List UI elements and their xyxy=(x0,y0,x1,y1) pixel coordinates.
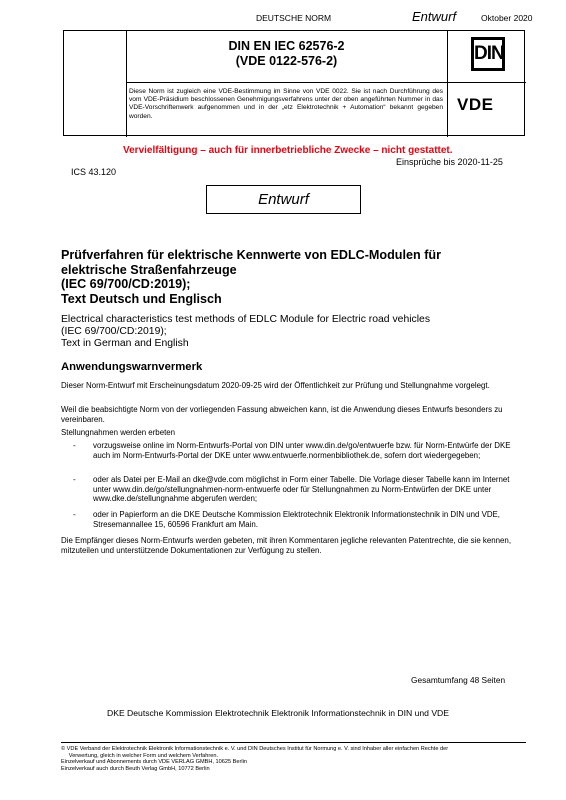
warning-paragraph: Dieser Norm-Entwurf mit Erscheinungsdatum 2020-09-25 wird der Öffentlichkeit zur Prüfung und Stellungnahme vorgelegt. xyxy=(61,381,490,390)
objection-deadline: Einsprüche bis 2020-11-25 xyxy=(396,157,503,167)
list-item-text: oder in Papierform an die DKE Deutsche Kommission Elektrotechnik Elektronik Informationstechnik in DIN und VDE, Stresemannallee 15, 60596 Frankfurt am Main. xyxy=(93,510,500,529)
vde-logo-icon: VDE xyxy=(457,95,494,114)
title-english-line: (IEC 69/700/CD:2019); xyxy=(61,325,167,337)
title-english-line: Electrical characteristics test methods of EDLC Module for Electric road vehicles xyxy=(61,314,431,325)
copyright-line: Einzelverkauf auch durch Beuth Verlag GmbH, 10772 Berlin xyxy=(61,766,210,773)
title-german-line: Text Deutsch und Englisch xyxy=(61,291,222,306)
reproduction-notice: Vervielfältigung – auch für innerbetriebliche Zwecke – nicht gestattet. xyxy=(123,145,453,156)
header-box-divider-right xyxy=(447,31,448,137)
norm-type-label: DEUTSCHE NORM xyxy=(256,13,332,23)
bullet-dash: - xyxy=(73,475,76,484)
vde-classification-number: (VDE 0122-576-2) xyxy=(235,54,338,68)
publication-date: Oktober 2020 xyxy=(481,13,533,23)
total-pages: Gesamtumfang 48 Seiten xyxy=(411,675,506,685)
standard-number: DIN EN IEC 62576-2 xyxy=(228,39,345,53)
list-item-text: vorzugsweise online im Norm-Entwurfs-Portal von DIN unter www.din.de/go/entwuerfe bzw. für Norm-Entwürfe der DKE auch im Norm-Entwurfs-Portal der DKE unter www.entwuerfe.normenbibliothek.de, sofern dort wiedergegeben; xyxy=(93,441,511,460)
warning-paragraph: Stellungnahmen werden erbeten xyxy=(61,428,176,437)
list-item-text: oder als Datei per E-Mail an dke@vde.com möglichst in Form einer Tabelle. Die Vorlage dieser Tabelle kann im Internet unter www.din.de/go/stellungnahmen-norm-entwuerfe oder für Stellungnahmen zu Norm-Entwürfen der DKE unter www.dke.de/stellungnahme abgerufen werden; xyxy=(93,475,510,504)
warning-paragraph: Die Empfänger dieses Norm-Entwurfs werden gebeten, mit ihren Kommentaren jegliche relevanten Patentrechte, die sie kennen, mitzuteilen und unterstützende Dokumentationen zur Verfügung zu stellen. xyxy=(61,536,512,555)
copyright-line: Verwertung, gleich in welcher Form und welchem Verfahren. xyxy=(61,752,219,759)
title-german-line: Prüfverfahren für elektrische Kennwerte von EDLC-Modulen für xyxy=(61,248,441,262)
title-german-line: (IEC 69/700/CD:2019); xyxy=(61,277,191,291)
title-german xyxy=(61,248,526,306)
title-german-line: elektrische Straßenfahrzeuge xyxy=(61,262,237,277)
standard-number-block xyxy=(126,39,447,69)
warning-heading: Anwendungswarnvermerk xyxy=(61,361,203,373)
bullet-dash: - xyxy=(73,441,76,450)
header-box xyxy=(63,30,525,136)
header-box-divider-horizontal xyxy=(126,82,526,83)
ics-code: ICS 43.120 xyxy=(71,167,117,177)
draft-box: Entwurf xyxy=(206,185,361,214)
copyright-line: Einzelverkauf und Abonnements durch VDE VERLAG GMBH, 10625 Berlin xyxy=(61,759,247,766)
copyright-line: © VDE Verband der Elektrotechnik Elektronik Informationstechnik e. V. und DIN Deutsches Institut für Normung e. V. sind Inhaber aller einfachen Rechte der xyxy=(61,746,449,752)
warning-paragraph: Weil die beabsichtigte Norm von der vorliegenden Fassung abweichen kann, ist die Anwendung dieses Entwurfs besonders zu vereinbaren. xyxy=(61,405,503,424)
title-english-line: Text in German and English xyxy=(61,337,189,349)
publisher-organization: DKE Deutsche Kommission Elektrotechnik Elektronik Informationstechnik in DIN und VDE xyxy=(107,708,449,718)
copyright-divider xyxy=(61,742,526,743)
draft-status-label: Entwurf xyxy=(412,9,457,24)
bullet-dash: - xyxy=(73,510,76,519)
vde-note: Diese Norm ist zugleich eine VDE-Bestimmung im Sinne von VDE 0022. Sie ist nach Durchführung des vom VDE-Präsidium beschlossenen Genehmigungsverfahrens unter der oben angeführten Nummer in das VDE-Vorschriftenwerk aufgenommen und in der „etz Elektrotechnik + Automation“ bekannt gegeben worden. xyxy=(129,88,443,120)
title-english xyxy=(61,314,526,349)
din-logo-icon: DIN xyxy=(471,37,505,71)
copyright-notice xyxy=(61,746,526,773)
